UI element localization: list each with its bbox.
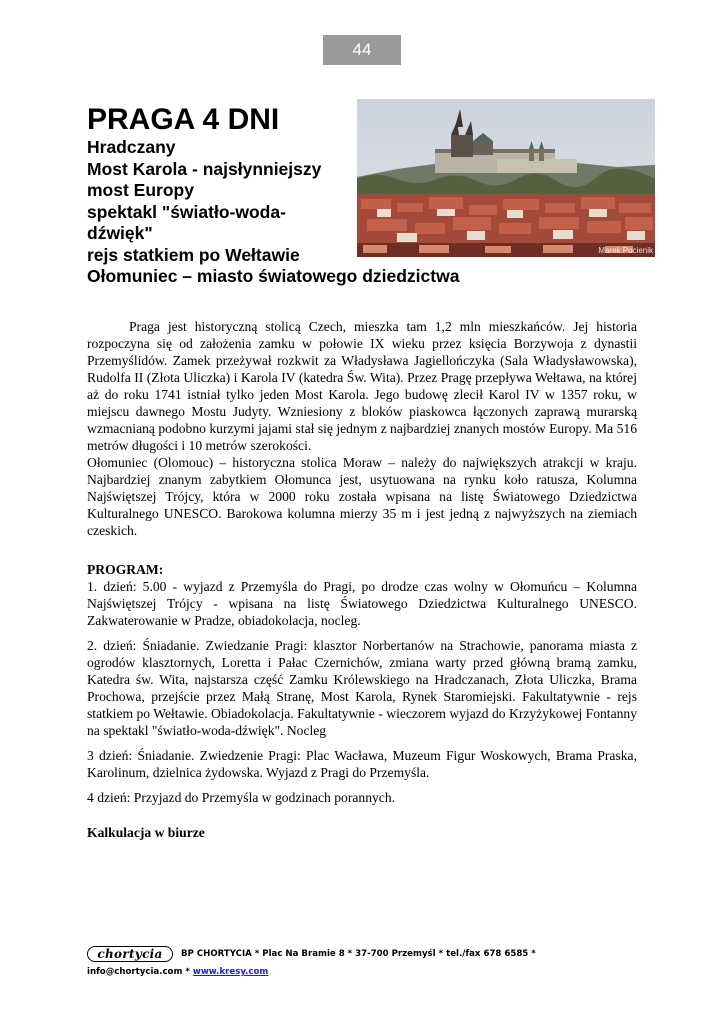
chortycia-logo: chortycia xyxy=(87,946,173,962)
prague-panorama-illustration xyxy=(357,99,655,257)
subtitle-line: rejs statkiem po Wełtawie xyxy=(87,244,300,265)
website-link[interactable]: www.kresy.com xyxy=(192,967,269,977)
program-day-3: 3 dzień: Śniadanie. Zwiedzenie Pragi: Plac Wacława, Muzeum Figur Woskowych, Brama Praska, Karolinum, dzielnica żydowska. Wyjazd z Pragi do Przemyśla. xyxy=(87,748,637,780)
program-day-1: 1. dzień: 5.00 - wyjazd z Przemyśla do Pragi, po drodze czas wolny w Ołomuńcu – Kolumna Najświętszej Trójcy - wpisana na listę Światowego Dziedzictwa Kulturalnego UNESCO. Zakwaterowanie w Pradze, obiadokolacja, nocleg. xyxy=(87,579,637,628)
prague-castle-photo xyxy=(357,99,655,257)
page-number: 44 xyxy=(352,40,372,59)
footer-line-address xyxy=(87,945,647,963)
intro-text: Praga jest historyczną stolicą Czech, mieszka tam 1,2 mln mieszkańców. Jej historia rozpoczyna się od założenia zamku w połowie IX wieku przez księcia Borzywoja z dynastii Przemyślidów. Zamek przeżywał rozkwit za Władysława Jagiellończyka (Sala Władysławowska), Rudolfa II (Złota Uliczka) i Karola IV (katedra Św. Wita). Przez Pragę przepływa Wełtawa, na której aż do roku 1741 istniał tylko jeden Most Karola. Jego budowę zlecił Karol IV w 1357 roku, w miejscu dawnego Mostu Judyty. Wzniesiony z bloków piaskowca łączonych zaprawą murarską wzmacnianą podobno kurzymi jajami stał się jednym z najbardziej znanych mostów Europy. Ma 516 metrów długości i 10 metrów szerokości. xyxy=(87,319,637,453)
page-number-badge xyxy=(323,35,401,65)
pricing-note: Kalkulacja w biurze xyxy=(87,825,205,840)
main-content xyxy=(87,318,637,841)
footer-email: info@chortycia.com * xyxy=(87,967,193,977)
subtitle-line: Hradczany xyxy=(87,137,176,157)
program-day-4: 4 dzień: Przyjazd do Przemyśla w godzinach porannych. xyxy=(87,790,396,805)
photo-credit: Marek Pocienik xyxy=(598,246,653,255)
subtitle-line: most Europy xyxy=(87,180,194,200)
subtitle-line: spektakl "światło-woda- xyxy=(87,201,286,222)
program-day-2: 2. dzień: Śniadanie. Zwiedzanie Pragi: klasztor Norbertanów na Strachowie, panorama miasta z ogrodów klasztornych, Loretta i Pałac Czernichów, zmiana warty przed główną bramą zamku, Katedra św. Wita, najstarsza część Zamku Królewskiego na Hradczanach, Złota Uliczka, Brama Prochowa, przejście przez Małą Stranę, Most Karola, Rynek Staromiejski. Fakultatywnie - rejs statkiem po Wełtawie. Obiadokolacja. Fakultatywnie - wieczorem wyjazd do Krzyżykowej Fontanny na spektakl "światło-woda-dźwięk". Nocleg xyxy=(87,638,637,738)
program-heading: PROGRAM: xyxy=(87,562,164,577)
subtitle-line: Most Karola - najsłynniejszy xyxy=(87,158,322,179)
subtitle-line: dźwięk" xyxy=(87,223,153,243)
footer xyxy=(87,945,647,981)
footer-line-contact xyxy=(87,963,647,981)
olomouc-paragraph: Ołomuniec (Olomouc) – historyczna stolica Moraw – należy do największych atrakcji w kraju. Najbardziej znanym zabytkiem Ołomunca jest, usytuowana na rynku koło ratusza, Kolumna Najświętszej Trójcy, która w 2000 roku została wpisana na listę Światowego Dziedzictwa Kulturalnego UNESCO. Barokowa kolumna mierzy 35 m i jest jedną z najwyższych na ziemiach czeskich. xyxy=(87,455,637,538)
footer-address: BP CHORTYCIA * Plac Na Bramie 8 * 37-700 Przemyśl * tel./fax 678 6585 * xyxy=(181,949,536,959)
intro-paragraph xyxy=(87,318,637,454)
subtitle-line: Ołomuniec – miasto światowego dziedzictwa xyxy=(87,266,460,286)
page-title: PRAGA 4 DNI xyxy=(87,103,280,136)
